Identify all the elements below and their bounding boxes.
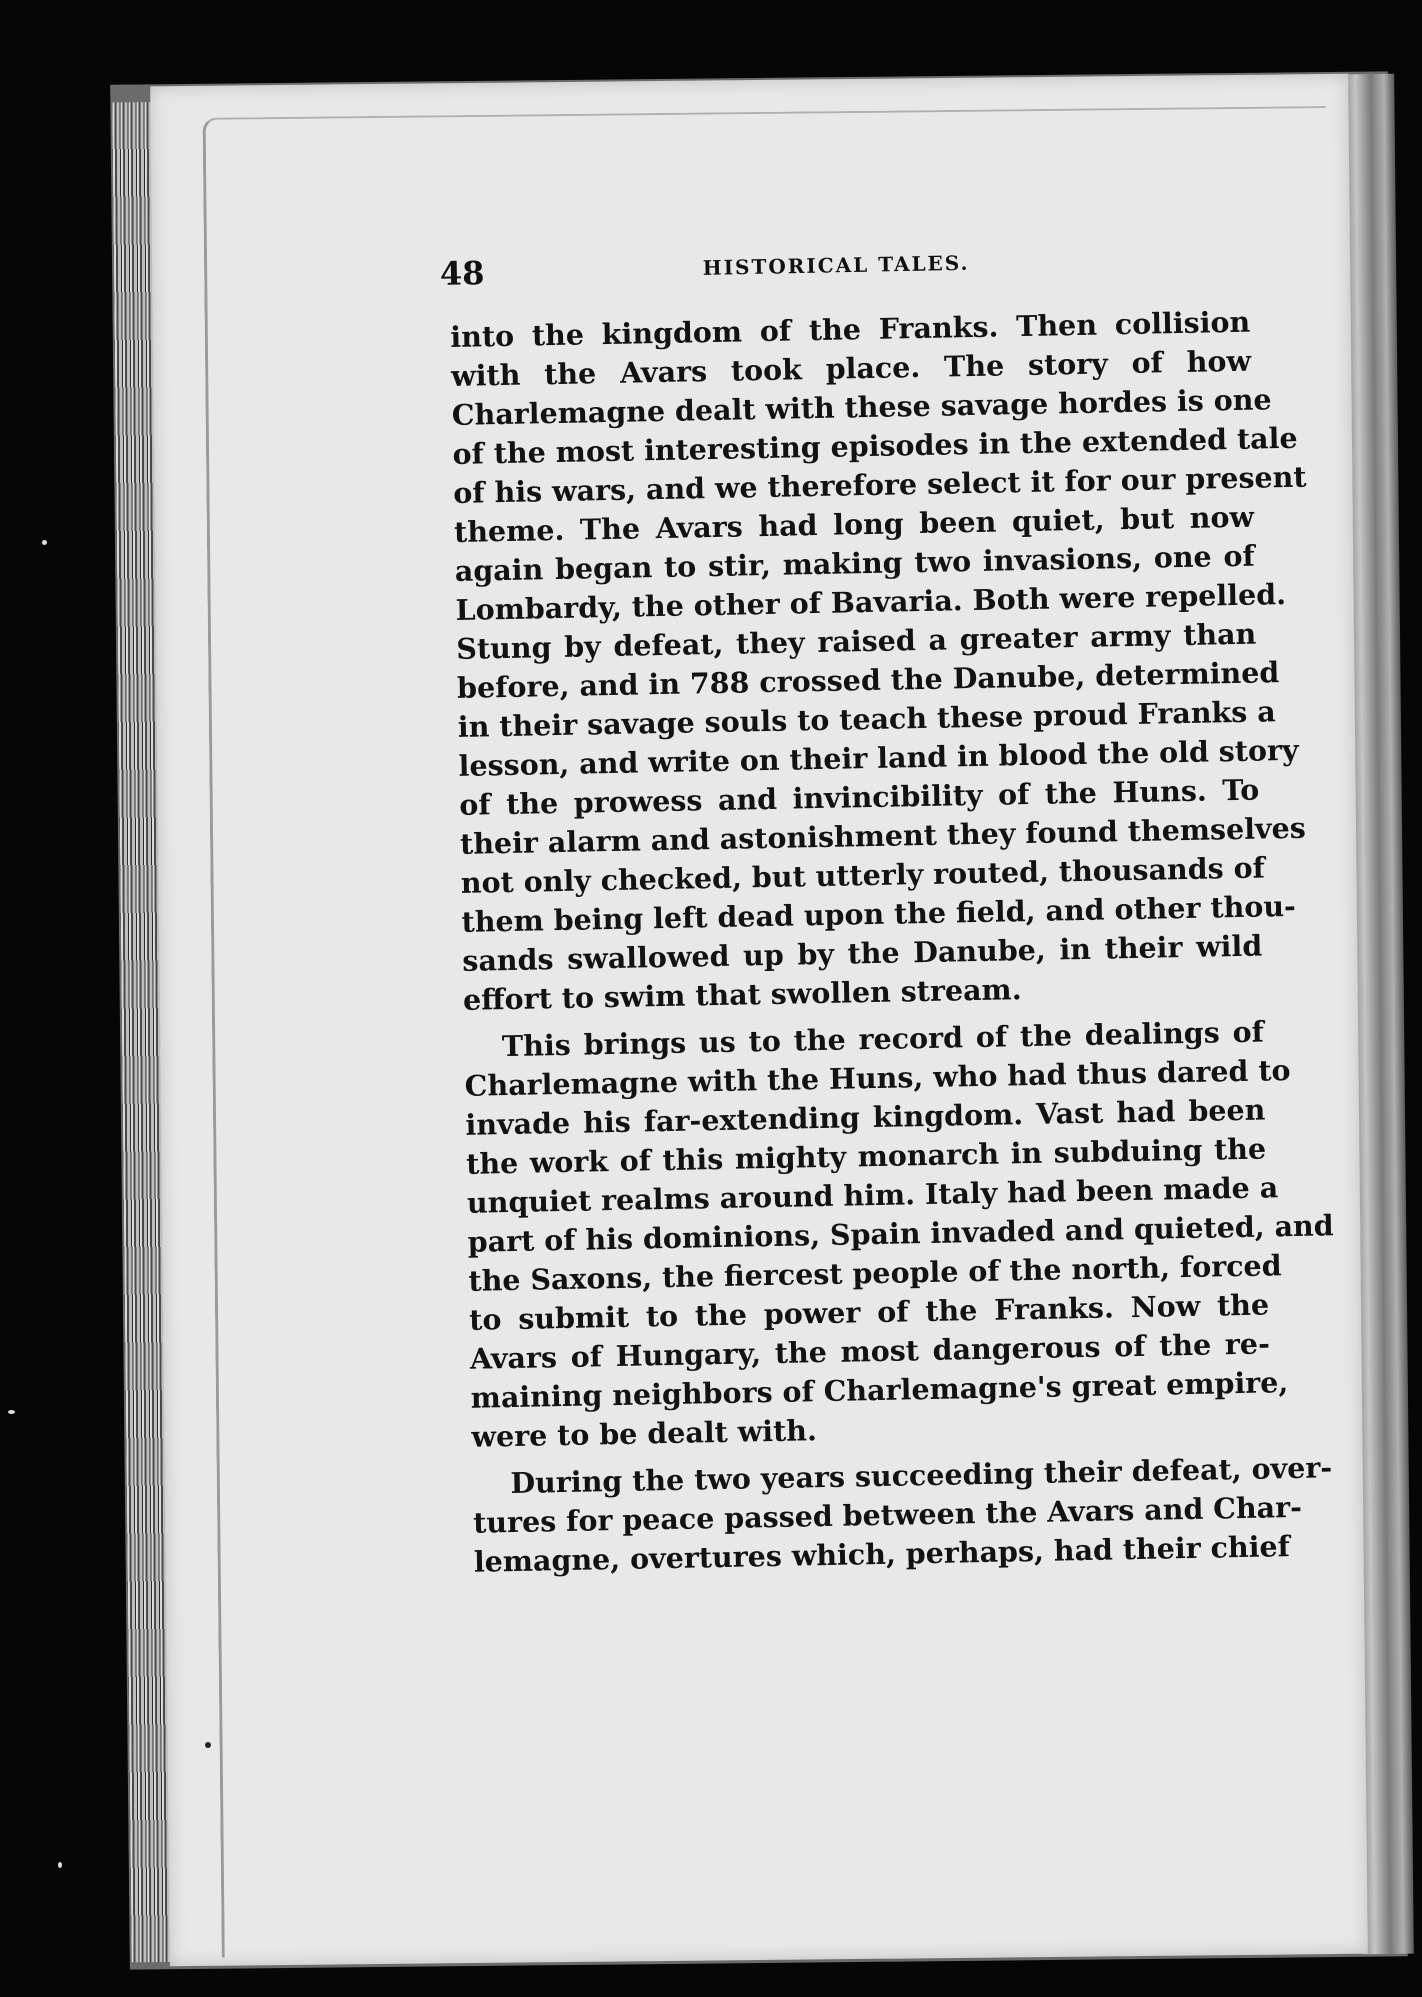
text-line: tures for peace passed between the Avars and Char-: [472, 1489, 1303, 1540]
text-line: in their savage souls to teach these proud Franks a: [457, 694, 1276, 744]
text-line: their alarm and astonishment they found themselves: [459, 810, 1307, 861]
text-line: sands swallowed up by the Danube, in their wild: [462, 928, 1263, 978]
text-line: of the prowess and invincibility of the Huns. To: [459, 772, 1260, 822]
text-line: Lombardy, the other of Bavaria. Both were repelled.: [455, 577, 1287, 627]
text-line: again began to stir, making two invasions, one of: [454, 538, 1256, 588]
ink-speck: [205, 1742, 211, 1748]
text-line: them being left dead upon the field, and other thou-: [461, 888, 1297, 939]
body-text: [450, 303, 1334, 1582]
text-line: Stung by defeat, they raised a greater army than: [456, 616, 1257, 666]
text-line: invade his far-extending kingdom. Vast had been: [465, 1092, 1266, 1142]
text-line: the work of this mighty monarch in subduing the: [465, 1131, 1267, 1181]
text-line: unquiet realms around him. Italy had been made a: [466, 1170, 1279, 1220]
text-line: lemagne, overtures which, perhaps, had their chief: [473, 1529, 1291, 1579]
paragraph: [450, 303, 1307, 1020]
text-line: before, and in 788 crossed the Danube, determined: [456, 655, 1280, 705]
text-line: effort to swim that swollen stream.: [462, 972, 1022, 1017]
text-line: Charlemagne with the Huns, who had thus dared to: [464, 1053, 1291, 1103]
text-line: were to be dealt with.: [471, 1413, 818, 1454]
page-number: 48: [439, 254, 485, 293]
text-line: to submit to the power of the Franks. Now the: [468, 1287, 1270, 1337]
text-line: into the kingdom of the Franks. Then collision: [450, 304, 1251, 354]
text-line: maining neighbors of Charlemagne's great empire,: [470, 1365, 1289, 1415]
text-line: This brings us to the record of the dealings of: [501, 1014, 1265, 1064]
text-line: theme. The Avars had long been quiet, but now: [453, 499, 1255, 549]
text-line: lesson, and write on their land in blood the old story: [458, 732, 1299, 783]
dust-speck: [58, 1862, 62, 1868]
text-line: not only checked, but utterly routed, thousands of: [460, 850, 1266, 900]
text-line: Avars of Hungary, the most dangerous of the re-: [469, 1326, 1271, 1376]
text-line: of the most interesting episodes in the extended tale: [452, 420, 1298, 471]
text-line: Charlemagne dealt with these savage hordes is one: [451, 382, 1272, 432]
paragraph: [464, 1013, 1334, 1457]
text-line: with the Avars took place. The story of how: [450, 343, 1252, 393]
text-line: the Saxons, the fiercest people of the north, forced: [468, 1248, 1282, 1298]
text-line: During the two years succeeding their defeat, over-: [510, 1450, 1333, 1501]
paragraph: [472, 1449, 1333, 1581]
text-line: of his wars, and we therefore select it for our present: [453, 459, 1307, 510]
text-line: part of his dominions, Spain invaded and quieted, and: [467, 1208, 1334, 1259]
dust-speck: [8, 1410, 15, 1414]
running-head: HISTORICAL TALES.: [702, 250, 970, 280]
dust-speck: [42, 540, 47, 545]
